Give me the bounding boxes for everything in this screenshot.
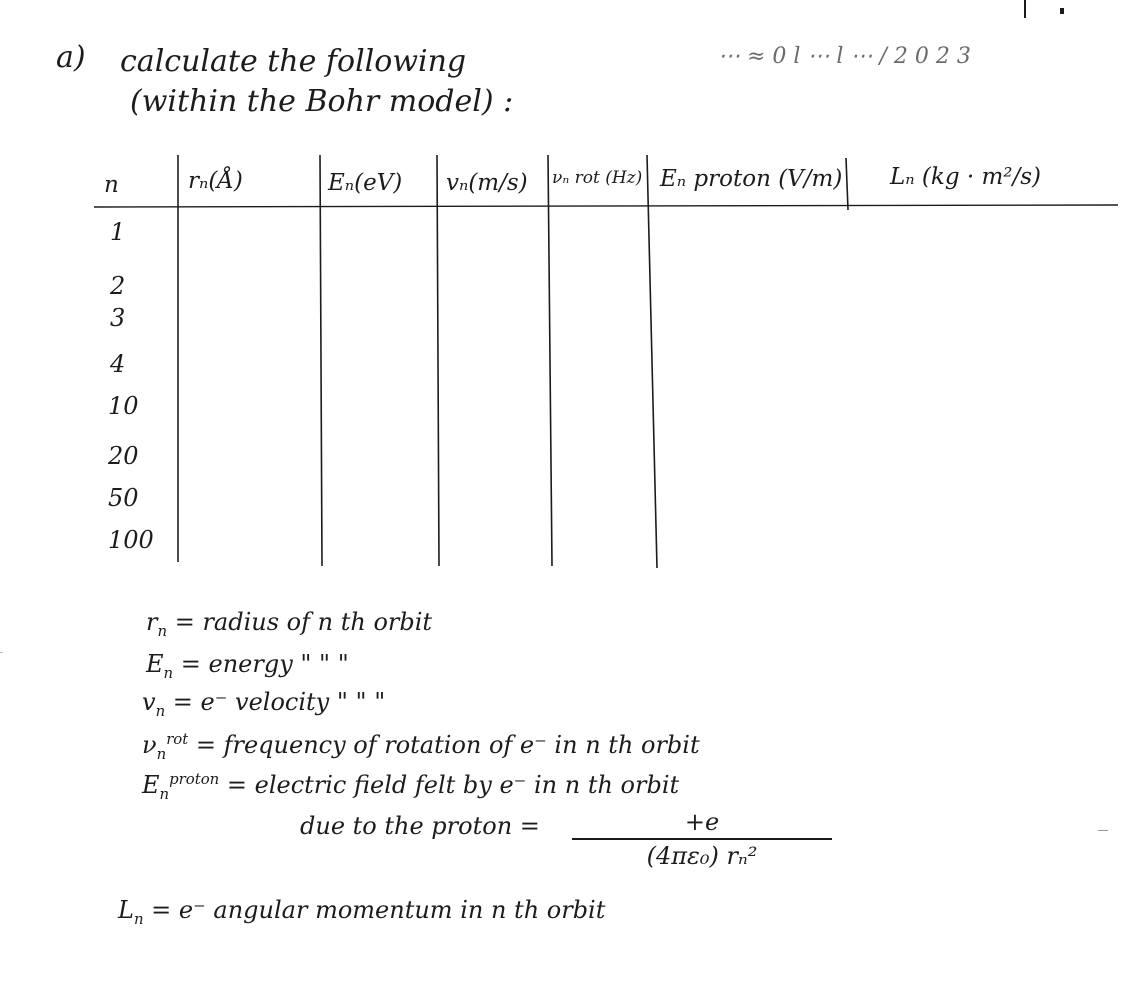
header-n: n [104, 172, 119, 198]
question-line-2: (within the Bohr model) : [130, 84, 514, 119]
legend-velocity [142, 688, 385, 720]
row-label: 4 [110, 350, 126, 378]
cut-off-header-text: ⋯ ≈ 0 l ⋯ l ⋯ / 2 0 2 3 [718, 44, 971, 69]
row-label: 100 [108, 526, 154, 554]
header-electric-field: Eₙ proton (V/m) [660, 166, 843, 192]
row-label: 1 [110, 218, 126, 246]
legend-velocity-text: = e⁻ velocity " " " [172, 688, 386, 716]
formula-numerator: +e [684, 808, 720, 836]
question-line-1: calculate the following [120, 44, 467, 79]
scan-mark [1098, 830, 1108, 831]
row-label: 20 [108, 442, 139, 470]
legend-radius-text: = radius of n th orbit [174, 608, 433, 636]
legend-rotation [142, 730, 700, 763]
energy-symbol: $E_n$ [146, 650, 174, 682]
legend-field [142, 770, 679, 803]
fraction-bar [572, 838, 832, 840]
row-label: 2 [110, 272, 126, 300]
header-radius: rₙ(Å) [188, 168, 243, 194]
legend-angular-momentum [118, 896, 605, 928]
header-velocity: vₙ(m/s) [446, 170, 528, 196]
header-rotation-frequency: νₙ rot (Hz) [552, 168, 643, 188]
formula-denominator: (4πε₀) rₙ² [646, 842, 758, 870]
legend-field-continued: due to the proton = [300, 812, 540, 840]
legend-angular-momentum-text: = e⁻ angular momentum in n th orbit [151, 896, 606, 924]
velocity-symbol: $v_n$ [142, 688, 166, 720]
header-angular-momentum: Lₙ (kg · m²/s) [890, 164, 1042, 190]
legend-radius [146, 608, 432, 640]
rotation-symbol: $\nu_n^{rot}$ [142, 730, 189, 763]
scan-mark [0, 652, 3, 653]
angular-momentum-symbol: $L_n$ [118, 896, 144, 928]
field-symbol: $E_n^{proton}$ [142, 770, 220, 803]
legend-energy [146, 650, 349, 682]
row-label: 3 [110, 304, 126, 332]
field-formula [572, 808, 832, 870]
header-energy: Eₙ(eV) [328, 170, 403, 196]
legend-energy-text: = energy " " " [180, 650, 349, 678]
radius-symbol: $r_n$ [146, 608, 168, 640]
legend-rotation-text: = frequency of rotation of e⁻ in n th orbit [195, 731, 700, 759]
legend-field-text: = electric field felt by e⁻ in n th orbit [226, 771, 680, 799]
question-label: a) [56, 40, 86, 75]
row-label: 10 [108, 392, 139, 420]
row-label: 50 [108, 484, 139, 512]
